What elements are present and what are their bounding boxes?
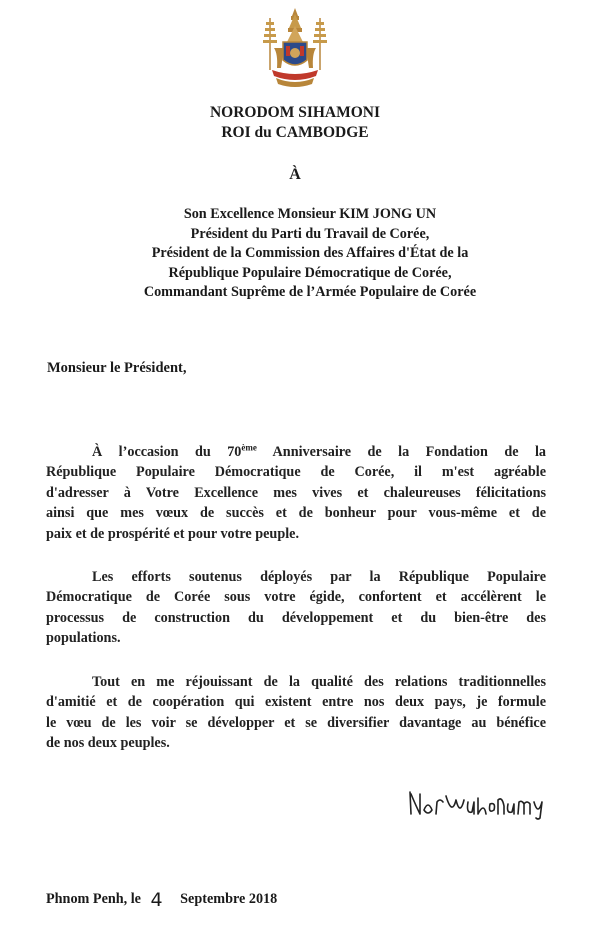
ordinal-suffix: ème bbox=[241, 442, 257, 453]
sender-title: ROI du CAMBODGE bbox=[221, 124, 369, 141]
paragraph-line: République Populaire Démocratique de Corée, il m'est agréable bbox=[46, 464, 546, 481]
body-paragraph-3 bbox=[46, 672, 546, 754]
paragraph-line: ainsi que mes vœux de succès et de bonheur pour vous-même et de bbox=[46, 505, 546, 522]
signature bbox=[406, 786, 554, 820]
place: Phnom Penh, le bbox=[46, 891, 141, 907]
paragraph-line: d'amitié et de coopération qui existent entre nos deux pays, je formule bbox=[46, 694, 546, 711]
addressee-line: Président du Parti du Travail de Corée, bbox=[190, 225, 430, 242]
paragraph-line: Les efforts soutenus déployés par la République Populaire bbox=[92, 569, 546, 585]
royal-crest-emblem bbox=[262, 8, 328, 90]
paragraph-line: processus de construction du développement et du bien-être des bbox=[46, 609, 546, 626]
place-and-date bbox=[46, 886, 278, 911]
paragraph-line: Tout en me réjouissant de la qualité des relations traditionnelles bbox=[92, 674, 546, 690]
paragraph-text: À l’occasion du 70 bbox=[92, 444, 242, 460]
paragraph-line: d'adresser à Votre Excellence mes vives et chaleureuses félicitations bbox=[46, 484, 546, 501]
paragraph-line: populations. bbox=[46, 630, 121, 647]
salutation: Monsieur le Président, bbox=[47, 360, 187, 376]
body-paragraph-2 bbox=[46, 567, 546, 649]
month-year: Septembre 2018 bbox=[180, 891, 278, 907]
paragraph-line: Démocratique de Corée sous votre égide, confortent et accélèrent le bbox=[46, 589, 546, 606]
handwritten-day: 4 bbox=[150, 889, 163, 911]
sender-name: NORODOM SIHAMONI bbox=[209, 104, 381, 121]
paragraph-line: le vœu de les voir se développer et se diversifier davantage au bénéfice bbox=[46, 714, 546, 731]
addressee-line: Commandant Suprême de l’Armée Populaire de Corée bbox=[143, 284, 477, 300]
body-paragraph-1 bbox=[46, 442, 546, 544]
paragraph-line: de nos deux peuples. bbox=[46, 735, 170, 752]
addressee-line: République Populaire Démocratique de Corée, bbox=[168, 264, 452, 281]
paragraph-line bbox=[46, 442, 546, 462]
addressee-block bbox=[30, 205, 590, 303]
addressee-line: Son Excellence Monsieur KIM JONG UN bbox=[183, 206, 437, 222]
addressee-line: Président de la Commission des Affaires d'État de la bbox=[151, 245, 469, 261]
paragraph-line: paix et de prospérité et pour votre peuple. bbox=[46, 525, 299, 542]
paragraph-text: Anniversaire de la Fondation de la bbox=[256, 444, 546, 460]
recipient-preposition: À bbox=[289, 166, 301, 183]
